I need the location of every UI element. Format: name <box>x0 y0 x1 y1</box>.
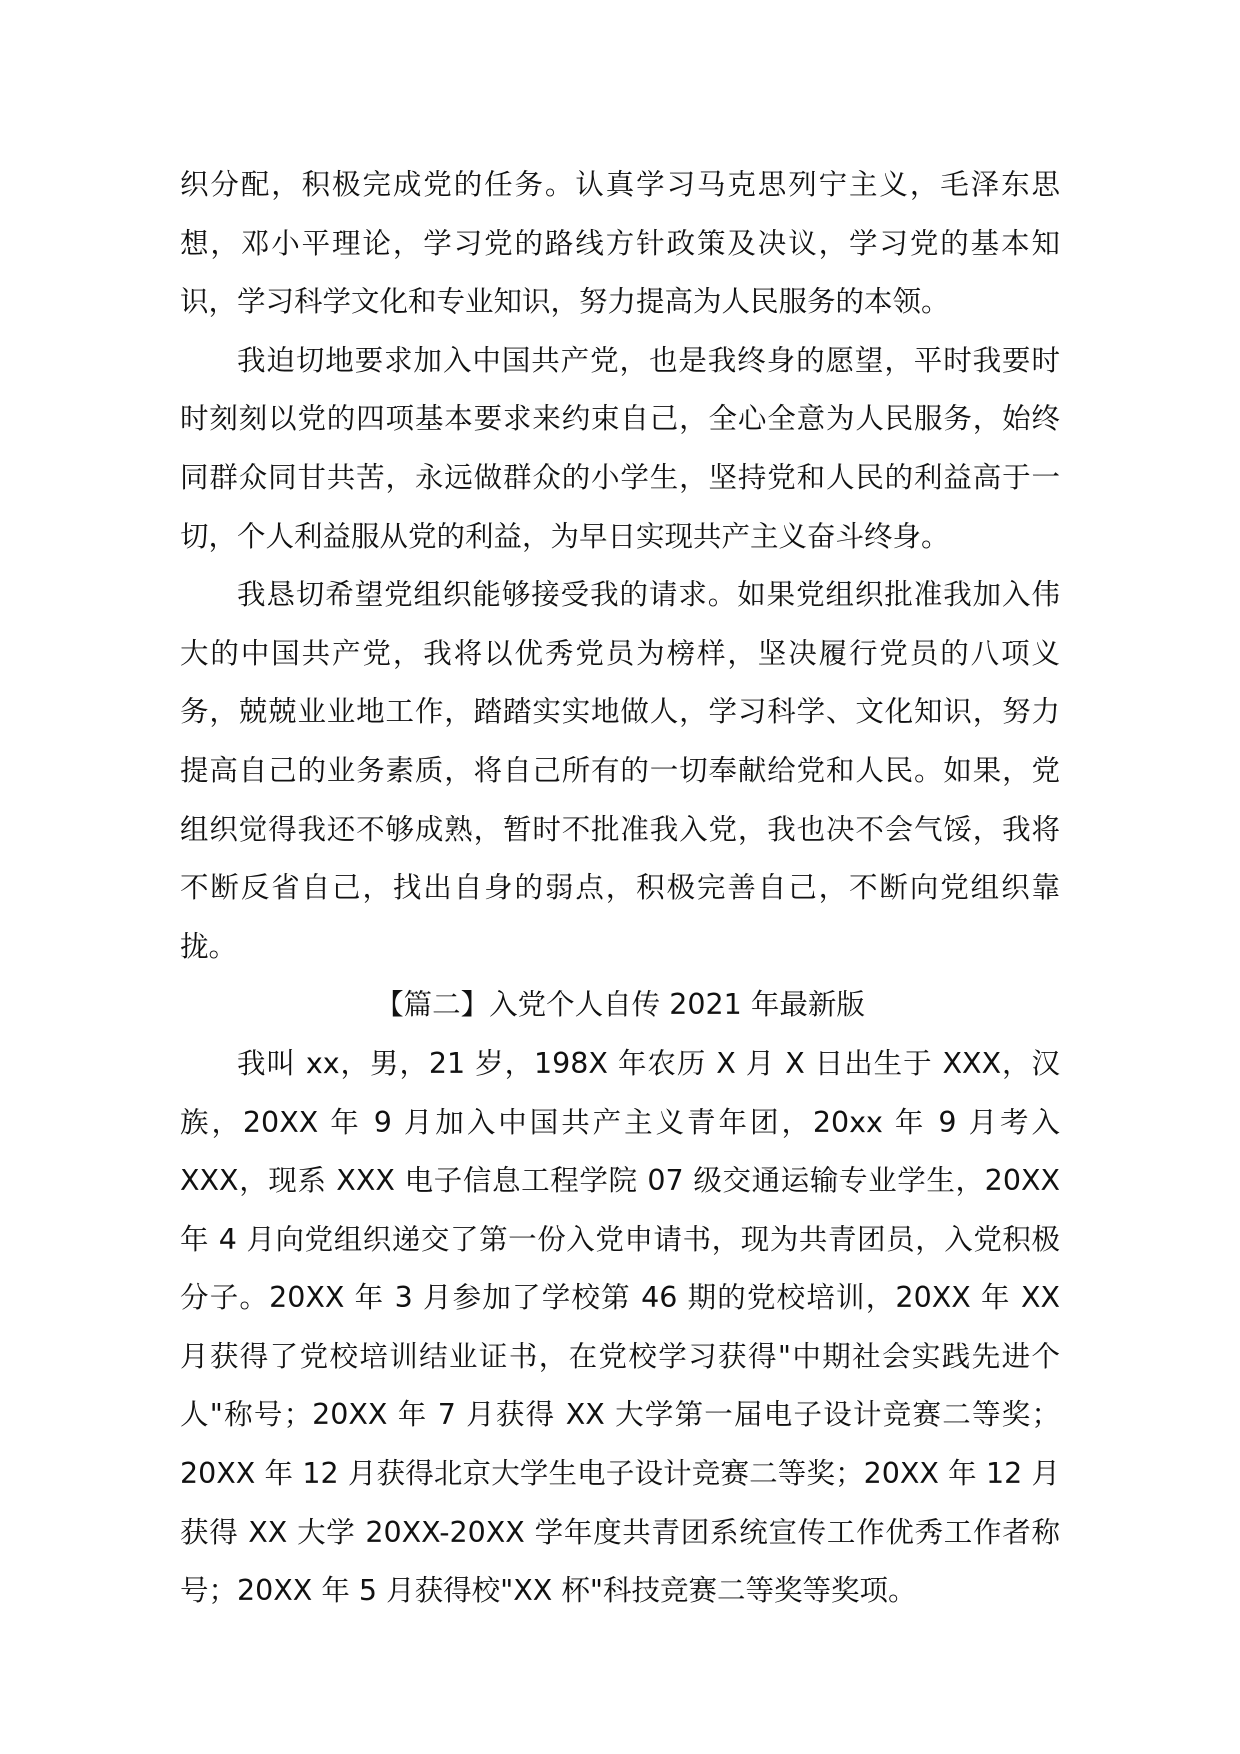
paragraph-request: 我恳切希望党组织能够接受我的请求。如果党组织批准我加入伟大的中国共产党，我将以优秀党员为榜样，坚决履行党员的八项义务，兢兢业业地工作，踏踏实实地做人，学习科学、文化知识，努力提高自己的业务素质，将自己所有的一切奉献给党和人民。如果，党组织觉得我还不够成熟，暂时不批准我入党，我也决不会气馁，我将不断反省自己，找出自身的弱点，积极完善自己，不断向党组织靠拢。 <box>180 578 1060 963</box>
paragraph-application-wish: 我迫切地要求加入中国共产党，也是我终身的愿望，平时我要时时刻刻以党的四项基本要求来约束自己，全心全意为人民服务，始终同群众同甘共苦，永远做群众的小学生，坚持党和人民的利益高于一切，个人利益服从党的利益，为早日实现共产主义奋斗终身。 <box>180 343 1060 553</box>
paragraph-autobiography: 我叫 xx，男，21 岁，198X 年农历 X 月 X 日出生于 XXX，汉族，20XX 年 9 月加入中国共产主义青年团，20xx 年 9 月考入 XXX，现系 XXX 电子信息工程学院 07 级交通运输专业学生，20XX 年 4 月向党组织递交了第一份入党申请书，现为共青团员，入党积极分子。20XX 年 3 月参加了学校第 46 期的党校培训，20XX 年 XX 月获得了党校培训结业证书，在党校学习获得"中期社会实践先进个人"称号；20XX 年 7 月获得 XX 大学第一届电子设计竞赛二等奖；20XX 年 12 月获得北京大学生电子设计竞赛二等奖；20XX 年 12 月获得 XX 大学 20XX-20XX 学年度共青团系统宣传工作优秀工作者称号；20XX 年 5 月获得校"XX 杯"科技竞赛二等奖等奖项。 <box>180 1046 1060 1608</box>
document-body <box>180 156 1060 1621</box>
paragraph-continued: 织分配，积极完成党的任务。认真学习马克思列宁主义，毛泽东思想，邓小平理论，学习党的路线方针政策及决议，学习党的基本知识，学习科学文化和专业知识，努力提高为人民服务的本领。 <box>180 168 1060 319</box>
section-heading: 【篇二】入党个人自传 2021 年最新版 <box>375 988 865 1022</box>
